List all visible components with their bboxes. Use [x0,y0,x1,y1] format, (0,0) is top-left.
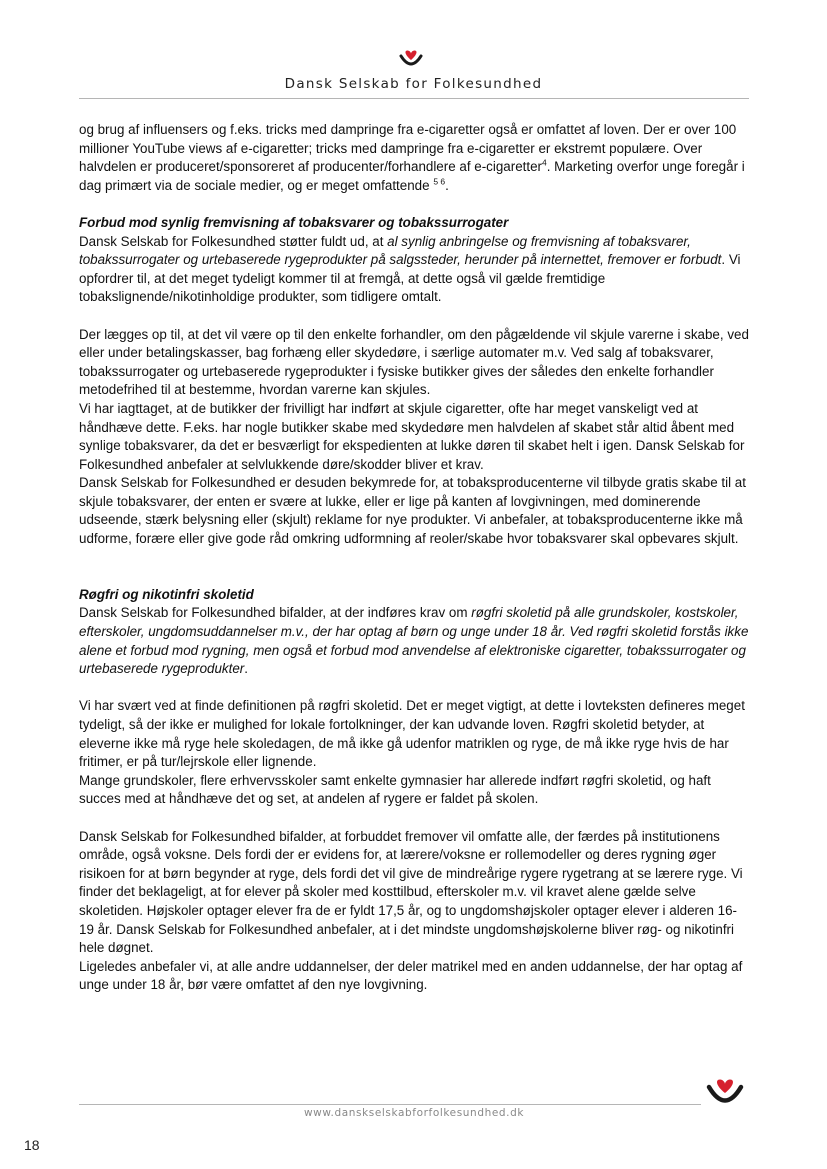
paragraph: Vi har svært ved at finde definitionen på røgfri skoletid. Det er meget vigtigt, at dette i lovteksten defineres meget tydeligt, så der ikke er mulighed for lokale fortolkninger, der kan udvande loven. Røgfri skoletid betyder, at eleverne ikke må ryge hele skoledagen, de må ikke gå udenfor matriklen og ryge, de må ikke ryge hvis de har fritimer, er på tur/lejrskole eller lignende. [79,698,745,770]
paragraph: og brug af influensers og f.eks. tricks med dampringe fra e-cigaretter også er omfattet af loven. Der er over 100 millioner YouTube views af e-cigaretter; tricks med dampringe fra e-cigaretter er ekstremt populære. Over halvdelen er produceret/sponsoreret af producenter/forhandlere af e-cigaretter$^4$. Marketing overfor unge foregår i dag primært via de sociale medier, og er meget omfattende $^{5 6}$. [79,122,745,193]
paragraph: Dansk Selskab for Folkesundhed støtter fuldt ud, at al synlig anbringelse og fremvisning af tobaksvarer, tobakssurrogater og urtebaserede rygeprodukter på salgssteder, herunder på internettet, fremover er forbudt. Vi opfordrer til, at det meget tydeligt kommer til at fremgå, at dette også vil gælde fremtidige tobakslignende/nikotinholdige produkter, som tidligere omtalt. [79,233,741,305]
heart-smile-icon [700,1074,750,1112]
heart-smile-icon [394,46,428,72]
paragraph: Dansk Selskab for Folkesundhed bifalder, at der indføres krav om røgfri skoletid på alle grundskoler, kostskoler, efterskoler, ungdomsuddannelser m.v., der har optag af børn og unge under 18 år. Ved røgfri skoletid forstås ikke alene et forbud mod rygning, men også et forbud mod anvendelse af elektroniske cigaretter, tobakssurrogater og urtebaserede rygeprodukter. [79,605,749,677]
document-body [79,121,751,995]
footer-divider [79,1104,701,1105]
section-heading: Røgfri og nikotinfri skoletid [79,586,254,602]
page-number: 18 [24,1137,40,1153]
paragraph: Dansk Selskab for Folkesundhed er desuden bekymrede for, at tobaksproducenterne vil tilbyde gratis skabe til at skjule tobaksvarer, der enten er svære at lukke, eller er lige på kanten af lovgivningen, med dominerende udseende, stærk belysning eller (skjult) reklame for nye produkter. Vi anbefaler, at tobaksproducenterne ikke må udforme, forære eller give gode råd omkring udformning af reoler/skabe hvor tobaksvarer skal opbevares skjult. [79,475,746,547]
footer-url: www.danskselskabforfolkesundhed.dk [303,1107,525,1119]
paragraph: Ligeledes anbefaler vi, at alle andre uddannelser, der deler matrikel med en anden uddannelse, der har optag af unge under 18 år, bør være omfattet af den nye lovgivning. [79,958,743,993]
paragraph: Dansk Selskab for Folkesundhed bifalder, at forbuddet fremover vil omfatte alle, der færdes på institutionens område, også voksne. Dels fordi der er evidens for, at lærere/voksne er rollemodeller og deres rygning øger risikoen for at børn begynder at ryge, dels fordi det vil give de mindreårige rygere rygetrang at se lærere ryge. Vi finder det beklageligt, at for elever på skoler med kosttilbud, efterskoler m.v. vil kravet alene gælde selve skoletiden. Højskoler optager elever fra de er fyldt 17,5 år, og to ungdomshøjskoler optager elever i alderen 16-19 år. Dansk Selskab for Folkesundhed anbefaler, at i det mindste ungdomshøjskolerne bliver røg- og nikotinfri hele døgnet. [79,828,743,956]
paragraph: Vi har iagttaget, at de butikker der frivilligt har indført at skjule cigaretter, ofte har meget vanskeligt ved at håndhæve dette. F.eks. har nogle butikker skabe med skydedøre men halvdelen af skabet står altid åbent med synlige tobaksvarer, da det er besværligt for ekspedienten at lukke døren til skabet helt i igen. Dansk Selskab for Folkesundhed anbefaler at selvlukkende døre/skodder bliver et krav. [79,400,745,472]
paragraph: Der lægges op til, at det vil være op til den enkelte forhandler, om den pågældende vil skjule varerne i skabe, ved eller under betalingskasser, bag forhæng eller skydedøre, i særlige automater m.v. Ved salg af tobaksvarer, tobakssurrogater og urtebaserede rygeprodukter i fysiske butikker gives der således den enkelte forhandler metodefrihed til at bestemme, hvordan varerne kan skjules. [79,326,749,398]
paragraph: Mange grundskoler, flere erhvervsskoler samt enkelte gymnasier har allerede indført røgfri skoletid, og haft succes med at håndhæve det og set, at andelen af rygere er faldet på skolen. [79,772,711,807]
header-divider [79,98,749,99]
header-title: Dansk Selskab for Folkesundhed [284,76,543,92]
section-heading: Forbud mod synlig fremvisning af tobaksvarer og tobakssurrogater [79,214,509,230]
